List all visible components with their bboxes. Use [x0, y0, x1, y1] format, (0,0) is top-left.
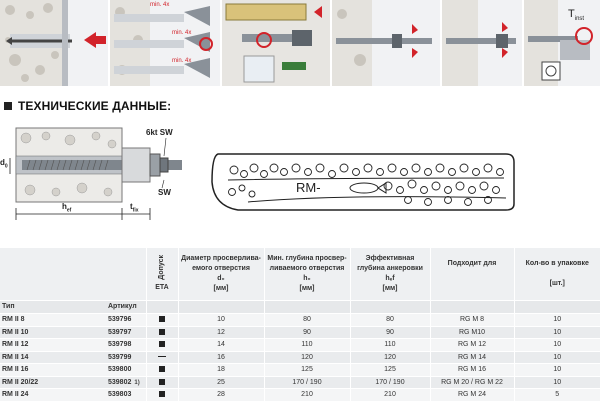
cell-qty: 10 — [514, 351, 600, 364]
cell-qty: 10 — [514, 364, 600, 377]
square-mark-icon — [159, 341, 165, 347]
cure-illustration — [442, 0, 522, 86]
cell-min-depth: 90 — [264, 326, 350, 339]
step-insert — [222, 0, 330, 86]
cell-qty: 5 — [514, 389, 600, 402]
cell-eta — [146, 339, 178, 352]
cell-qty: 10 — [514, 339, 600, 352]
heading-bullet-icon — [4, 102, 12, 110]
table-row — [0, 376, 600, 389]
cell-type: RM II 10 — [0, 326, 106, 339]
header-article: Артикул — [106, 301, 146, 314]
label-sw: SW — [158, 188, 171, 197]
step-torque — [524, 0, 600, 86]
cell-min-depth: 170 / 190 — [264, 376, 350, 389]
square-mark-icon — [159, 391, 165, 397]
article-number: 539796 — [108, 316, 132, 324]
dash-icon — [158, 356, 166, 357]
header-qty: Кол-во в упаковке [шт.] — [514, 248, 600, 301]
label-d0: $d_0$ — [0, 158, 8, 170]
cell-eta — [146, 389, 178, 402]
technical-data-table — [0, 248, 600, 402]
cell-article — [106, 364, 146, 377]
cell-type: RM II 14 — [0, 351, 106, 364]
table-row — [0, 364, 600, 377]
cell-type: RM II 12 — [0, 339, 106, 352]
drill-illustration — [0, 0, 108, 86]
cell-article — [106, 314, 146, 327]
cell-article — [106, 339, 146, 352]
article-number: 539803 — [108, 391, 132, 399]
article-number: 539800 — [108, 366, 132, 374]
cell-type: RM II 16 — [0, 364, 106, 377]
cell-eta — [146, 376, 178, 389]
cell-qty: 10 — [514, 376, 600, 389]
capsule-illustration — [208, 148, 516, 212]
label-tfix: $t_{fix}$ — [130, 202, 139, 214]
cell-type: RM II 20/22 — [0, 376, 106, 389]
cell-min-depth: 80 — [264, 314, 350, 327]
torque-illustration — [524, 0, 600, 86]
header-type: Тип — [0, 301, 106, 314]
header-min-depth: Мин. глубина просвер-ливаемого отверстия h₀ [мм] — [264, 248, 350, 301]
min-label-2: min. 4x — [172, 30, 192, 36]
tinst-label: $T_{inst}$ — [568, 8, 585, 23]
square-mark-icon — [159, 329, 165, 335]
cell-fits: RG M 24 — [430, 389, 514, 402]
article-number: 539799 — [108, 353, 132, 361]
cell-effective-depth: 210 — [350, 389, 430, 402]
table-header-row — [0, 248, 600, 301]
cell-article — [106, 389, 146, 402]
header-eta: ETA — [155, 284, 169, 292]
insert-illustration — [222, 0, 330, 86]
cell-article — [106, 376, 146, 389]
cell-fits: RG M 20 / RG M 22 — [430, 376, 514, 389]
min-label-3: min. 4x — [172, 58, 192, 64]
table-subheader-row — [0, 301, 600, 314]
cell-fits: RG M 12 — [430, 339, 514, 352]
cell-drill-diameter: 16 — [178, 351, 264, 364]
anchor-dimension-diagram — [0, 118, 200, 228]
cell-drill-diameter: 25 — [178, 376, 264, 389]
cell-qty: 10 — [514, 326, 600, 339]
cell-min-depth: 110 — [264, 339, 350, 352]
step-drill — [0, 0, 108, 86]
article-number: 539797 — [108, 328, 132, 336]
square-mark-icon — [159, 366, 165, 372]
cleaning-illustration — [110, 0, 220, 86]
cell-effective-depth: 90 — [350, 326, 430, 339]
cell-drill-diameter: 28 — [178, 389, 264, 402]
cell-eta — [146, 351, 178, 364]
cell-article — [106, 351, 146, 364]
cell-effective-depth: 110 — [350, 339, 430, 352]
table-row — [0, 389, 600, 402]
capsule-label: RM- — [296, 180, 321, 195]
cell-fits: RG M10 — [430, 326, 514, 339]
cell-min-depth: 120 — [264, 351, 350, 364]
step-clean — [110, 0, 220, 86]
table-row — [0, 339, 600, 352]
cell-eta — [146, 314, 178, 327]
table-row — [0, 326, 600, 339]
cell-article — [106, 326, 146, 339]
section-heading — [4, 99, 171, 113]
cell-effective-depth: 170 / 190 — [350, 376, 430, 389]
cell-fits: RG M 8 — [430, 314, 514, 327]
cell-fits: RG M 16 — [430, 364, 514, 377]
article-number: 539802 — [108, 378, 132, 386]
square-mark-icon — [159, 316, 165, 322]
cell-qty: 10 — [514, 314, 600, 327]
table-row — [0, 351, 600, 364]
cell-drill-diameter: 12 — [178, 326, 264, 339]
header-approval: Допуск ETA — [146, 248, 178, 301]
header-fits: Подходит для — [430, 248, 514, 301]
cell-eta — [146, 364, 178, 377]
footnote-marker: 1) — [134, 379, 140, 386]
cell-effective-depth: 120 — [350, 351, 430, 364]
capsule-diagram — [208, 148, 516, 212]
cell-min-depth: 125 — [264, 364, 350, 377]
cell-min-depth: 210 — [264, 389, 350, 402]
cell-drill-diameter: 14 — [178, 339, 264, 352]
set-illustration — [332, 0, 440, 86]
article-number: 539798 — [108, 341, 132, 349]
header-drill-diameter: Диаметр просверлива-емого отверстия d₀ [мм] — [178, 248, 264, 301]
cell-effective-depth: 80 — [350, 314, 430, 327]
header-effective-depth: Эффективная глубина анкеровки hₑf [мм] — [350, 248, 430, 301]
cell-fits: RG M 14 — [430, 351, 514, 364]
square-mark-icon — [159, 379, 165, 385]
cell-drill-diameter: 10 — [178, 314, 264, 327]
cell-eta — [146, 326, 178, 339]
section-title: ТЕХНИЧЕСКИЕ ДАННЫЕ: — [18, 99, 172, 113]
step-cure — [442, 0, 522, 86]
cell-drill-diameter: 18 — [178, 364, 264, 377]
step-set — [332, 0, 440, 86]
installation-steps — [0, 0, 600, 86]
min-label-1: min. 4x — [150, 2, 170, 8]
cell-type: RM II 8 — [0, 314, 106, 327]
label-hef: $h_{ef}$ — [62, 202, 72, 214]
cell-type: RM II 24 — [0, 389, 106, 402]
table-body — [0, 314, 600, 402]
table-row — [0, 314, 600, 327]
cell-effective-depth: 125 — [350, 364, 430, 377]
label-kt-sw: 6kt SW — [146, 128, 173, 137]
